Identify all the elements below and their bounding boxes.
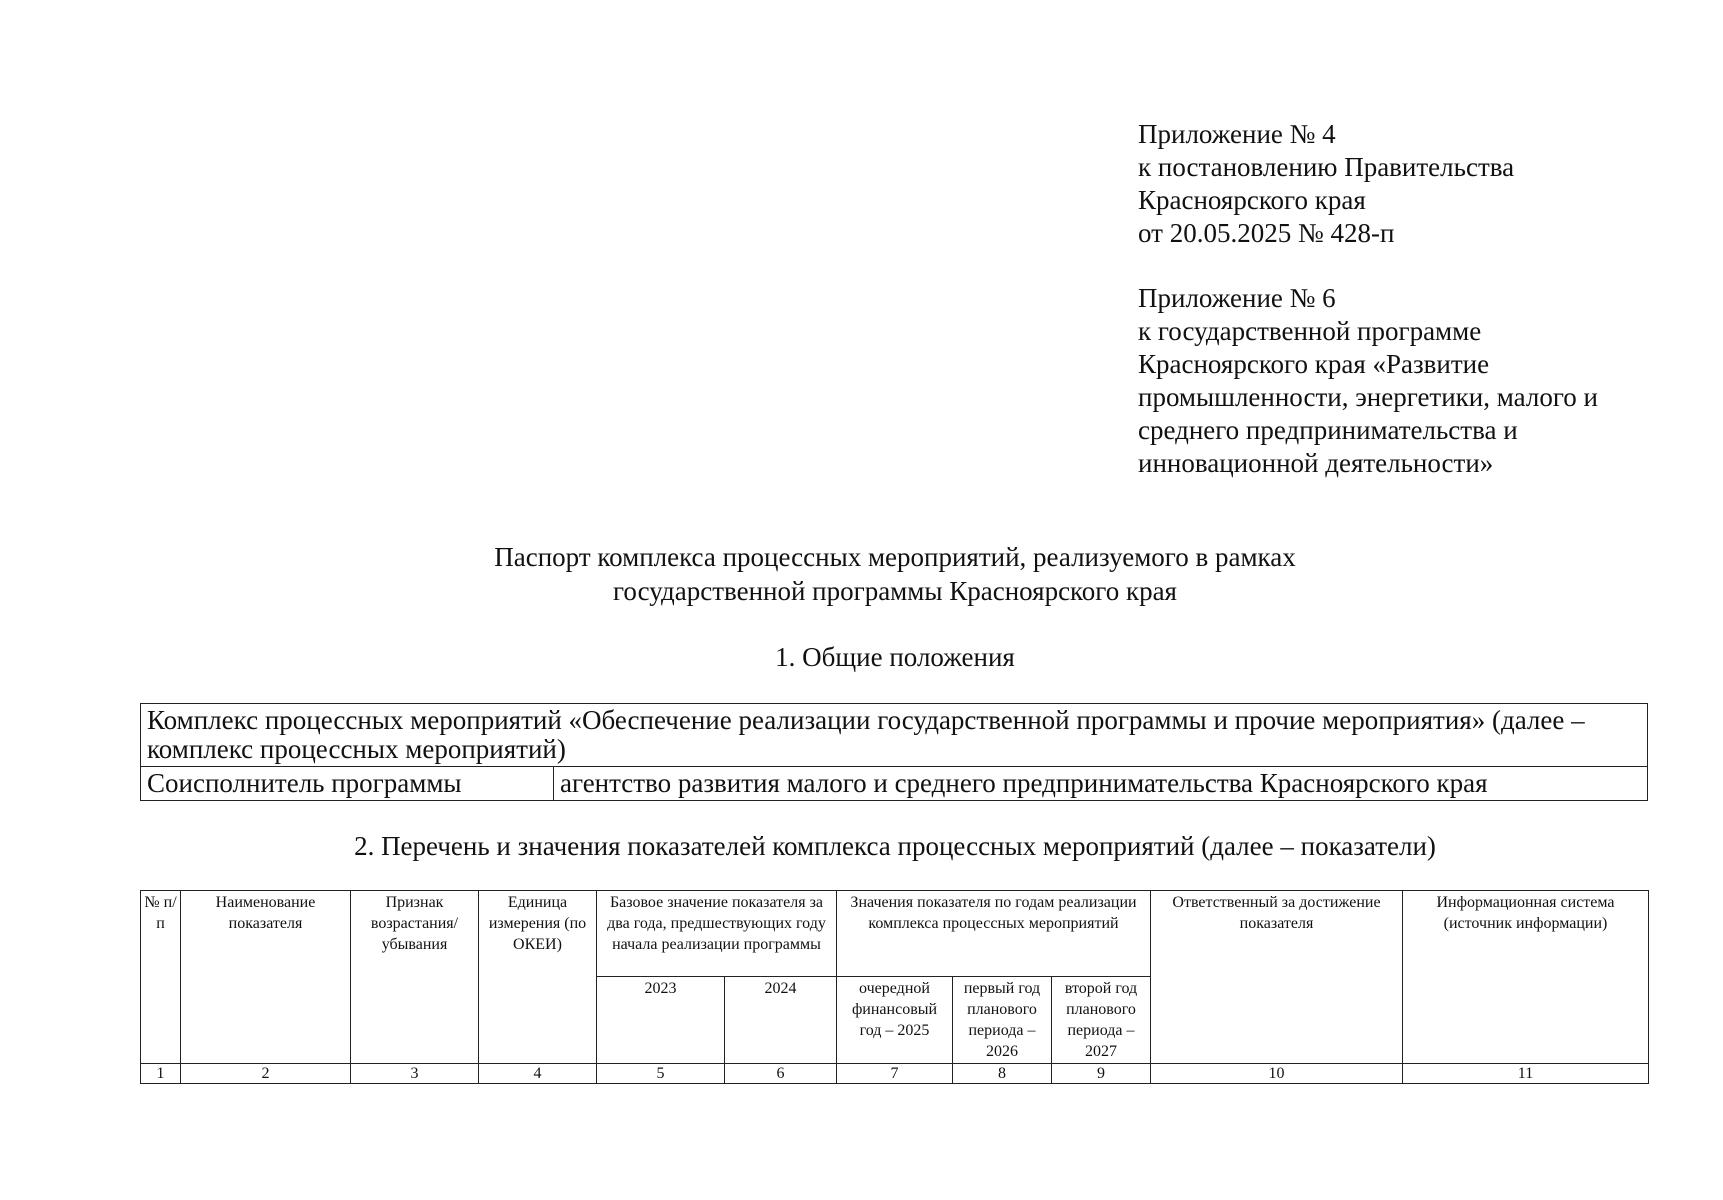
column-number-cell: 3: [351, 1064, 479, 1084]
column-number-cell: 1: [141, 1064, 181, 1084]
coexecutor-label-cell: Соисполнитель программы: [141, 767, 554, 801]
appendix-4-line: Красноярского края: [1138, 185, 1366, 215]
complex-name-cell: Комплекс процессных мероприятий «Обеспечение реализации государственной программы и прочие мероприятия» (далее – комплекс процессных мероприятий): [141, 704, 1648, 767]
section-1-heading: 1. Общие положения: [775, 642, 1015, 672]
col-header-info-system: Информационная система (источник информации): [1403, 891, 1649, 1064]
column-number-cell: 6: [725, 1064, 837, 1084]
document-title-line: Паспорт комплекса процессных мероприятий, реализуемого в рамках: [494, 542, 1296, 572]
appendix-6-line: промышленности, энергетики, малого и: [1138, 382, 1598, 412]
appendix-6-line: среднего предпринимательства и: [1138, 415, 1518, 445]
appendix-4-line: Приложение № 4: [1138, 119, 1336, 149]
document-title-line: государственной программы Красноярского края: [613, 576, 1177, 606]
general-provisions-table: [140, 703, 1648, 801]
table-header-row: [141, 891, 1649, 977]
col-header-year-2026: первый год планового периода – 2026: [953, 977, 1052, 1064]
document-title: [0, 540, 1723, 608]
column-number-cell: 8: [953, 1064, 1052, 1084]
col-header-sign: Признак возрастания/ убывания: [351, 891, 479, 1064]
column-number-cell: 4: [479, 1064, 597, 1084]
table-row: [141, 704, 1648, 767]
col-header-year-2027: второй год планового периода – 2027: [1052, 977, 1151, 1064]
col-header-num: № п/п: [141, 891, 181, 1064]
column-number-cell: 9: [1052, 1064, 1151, 1084]
appendix-6-line: инновационной деятельности»: [1138, 448, 1494, 478]
appendix-4-line: от 20.05.2025 № 428-п: [1138, 218, 1395, 248]
col-header-base-2024: 2024: [725, 977, 837, 1064]
column-number-cell: 7: [837, 1064, 953, 1084]
column-number-cell: 2: [181, 1064, 351, 1084]
column-number-cell: 5: [597, 1064, 725, 1084]
column-number-cell: 10: [1151, 1064, 1403, 1084]
col-header-year-2025: очередной финансовый год – 2025: [837, 977, 953, 1064]
coexecutor-value-cell: агентство развития малого и среднего предпринимательства Красноярского края: [554, 767, 1648, 801]
column-numbers-row: [141, 1064, 1649, 1084]
section-2-heading: 2. Перечень и значения показателей комплекса процессных мероприятий (далее – показатели): [354, 831, 1436, 861]
col-header-name: Наименование показателя: [181, 891, 351, 1064]
col-header-years: Значения показателя по годам реализации комплекса процессных мероприятий: [837, 891, 1151, 977]
col-header-unit: Единица измерения (по ОКЕИ): [479, 891, 597, 1064]
appendix-4-block: [1138, 118, 1514, 250]
appendix-6-line: Приложение № 6: [1138, 283, 1336, 313]
appendix-6-line: к государственной программе: [1138, 316, 1482, 346]
indicators-table: [140, 890, 1649, 1084]
appendix-4-line: к постановлению Правительства: [1138, 152, 1515, 182]
column-number-cell: 11: [1403, 1064, 1649, 1084]
appendix-6-line: Красноярского края «Развитие: [1138, 349, 1490, 379]
col-header-base-2023: 2023: [597, 977, 725, 1064]
table-row: [141, 767, 1648, 801]
col-header-responsible: Ответственный за достижение показателя: [1151, 891, 1403, 1064]
appendix-6-block: [1138, 282, 1598, 480]
col-header-base: Базовое значение показателя за два года, предшествующих году начала реализации программы: [597, 891, 837, 977]
